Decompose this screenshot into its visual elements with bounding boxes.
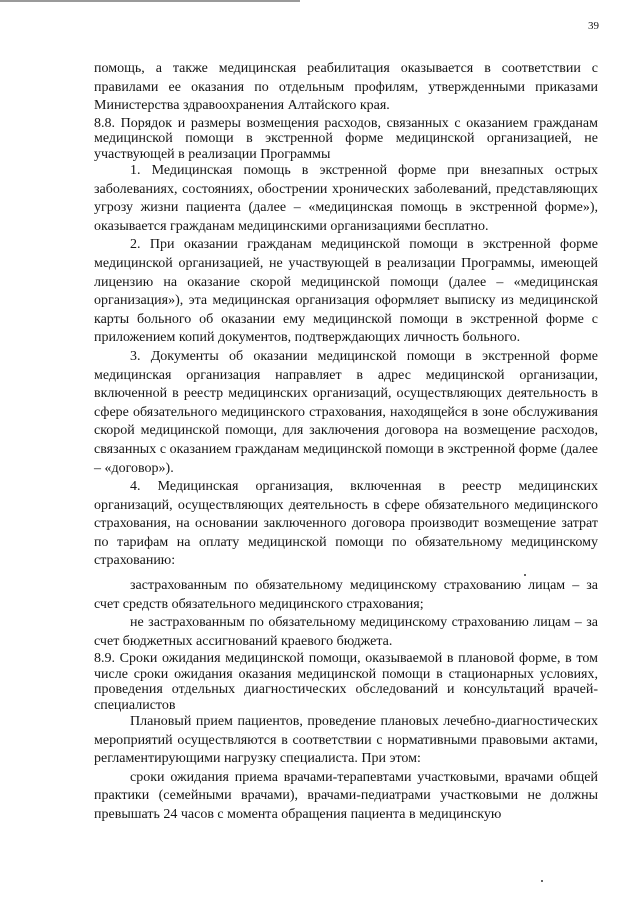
paragraph-uninsured: не застрахованным по обязательному медицинскому страхованию лицам – за счет бюджетных ассигнований краевого бюджета. [94, 615, 598, 649]
scan-speck [524, 574, 526, 576]
paragraph-4: 4. Медицинская организация, включенная в реестр медицинских организаций, осуществляющих деятельность в сфере обязательного медицинского страхования, на основании заключенного договора производит возмещение затрат по тарифам на оплату медицинской помощи по обязательному медицинскому страхованию: [94, 479, 598, 569]
paragraph-3: 3. Документы об оказании медицинской помощи в экстренной форме медицинская организация направляет в адрес медицинской организации, включенной в реестр медицинских организаций, осуществляющих деятельность в сфере обязательного медицинского страхования, находящейся в зоне обслуживания скорой медицинской помощи, для заключения договора на возмещение расходов, связанных с оказанием гражданам медицинской помощи в экстренной форме (далее – «договор»). [94, 348, 598, 476]
section-heading-8-8: 8.8. Порядок и размеры возмещения расходов, связанных с оказанием гражданам медицинской помощи в экстренной форме медицинской организацией, не участвующей в реализации Программы [94, 115, 598, 162]
paragraph-1: 1. Медицинская помощь в экстренной форме при внезапных острых заболеваниях, состояниях, обострении хронических заболеваний, представляющих угрозу жизни пациента (далее – «медицинская помощь в экстренной форме»), оказывается гражданам медицинскими организациями бесплатно. [94, 163, 598, 234]
paragraph-continuation: помощь, а также медицинская реабилитация оказывается в соответствии с правилами ее оказания по отдельным профилям, утвержденными приказами Министерства здравоохранения Алтайского края. [94, 61, 598, 114]
paragraph-insured: застрахованным по обязательному медицинскому страхованию лицам – за счет средств обязательного медицинского страхования; [94, 578, 598, 612]
section-heading-8-9: 8.9. Сроки ожидания медицинской помощи, оказываемой в плановой форме, в том числе сроки ожидания оказания медицинской помощи в стационарных условиях, проведения отдельных диагностических обследований и консультаций врачей-специалистов [94, 651, 598, 713]
scan-speck [541, 880, 543, 882]
paragraph-waiting-times: сроки ожидания приема врачами-терапевтами участковыми, врачами общей практики (семейными врачами), врачами-педиатрами участковыми не должны превышать 24 часов с момента обращения пациента в медицинскую [94, 769, 598, 823]
page-number: 39 [588, 20, 599, 32]
document-body [94, 60, 598, 825]
paragraph-planned-reception: Плановый прием пациентов, проведение плановых лечебно-диагностических мероприятий осуществляются в соответствии с нормативными правовыми актами, регламентирующими нагрузку специалиста. При этом: [94, 714, 598, 767]
paragraph-2: 2. При оказании гражданам медицинской помощи в экстренной форме медицинской организацией, не участвующей в реализации Программы, имеющей лицензию на оказание скорой медицинской помощи (далее – «медицинская организация»), эта медицинская организация оформляет выписку из медицинской карты больного об оказании ему медицинской помощи в экстренной форме с приложением копий документов, подтверждающих личность больного. [94, 237, 598, 346]
scan-edge-line [0, 0, 300, 2]
